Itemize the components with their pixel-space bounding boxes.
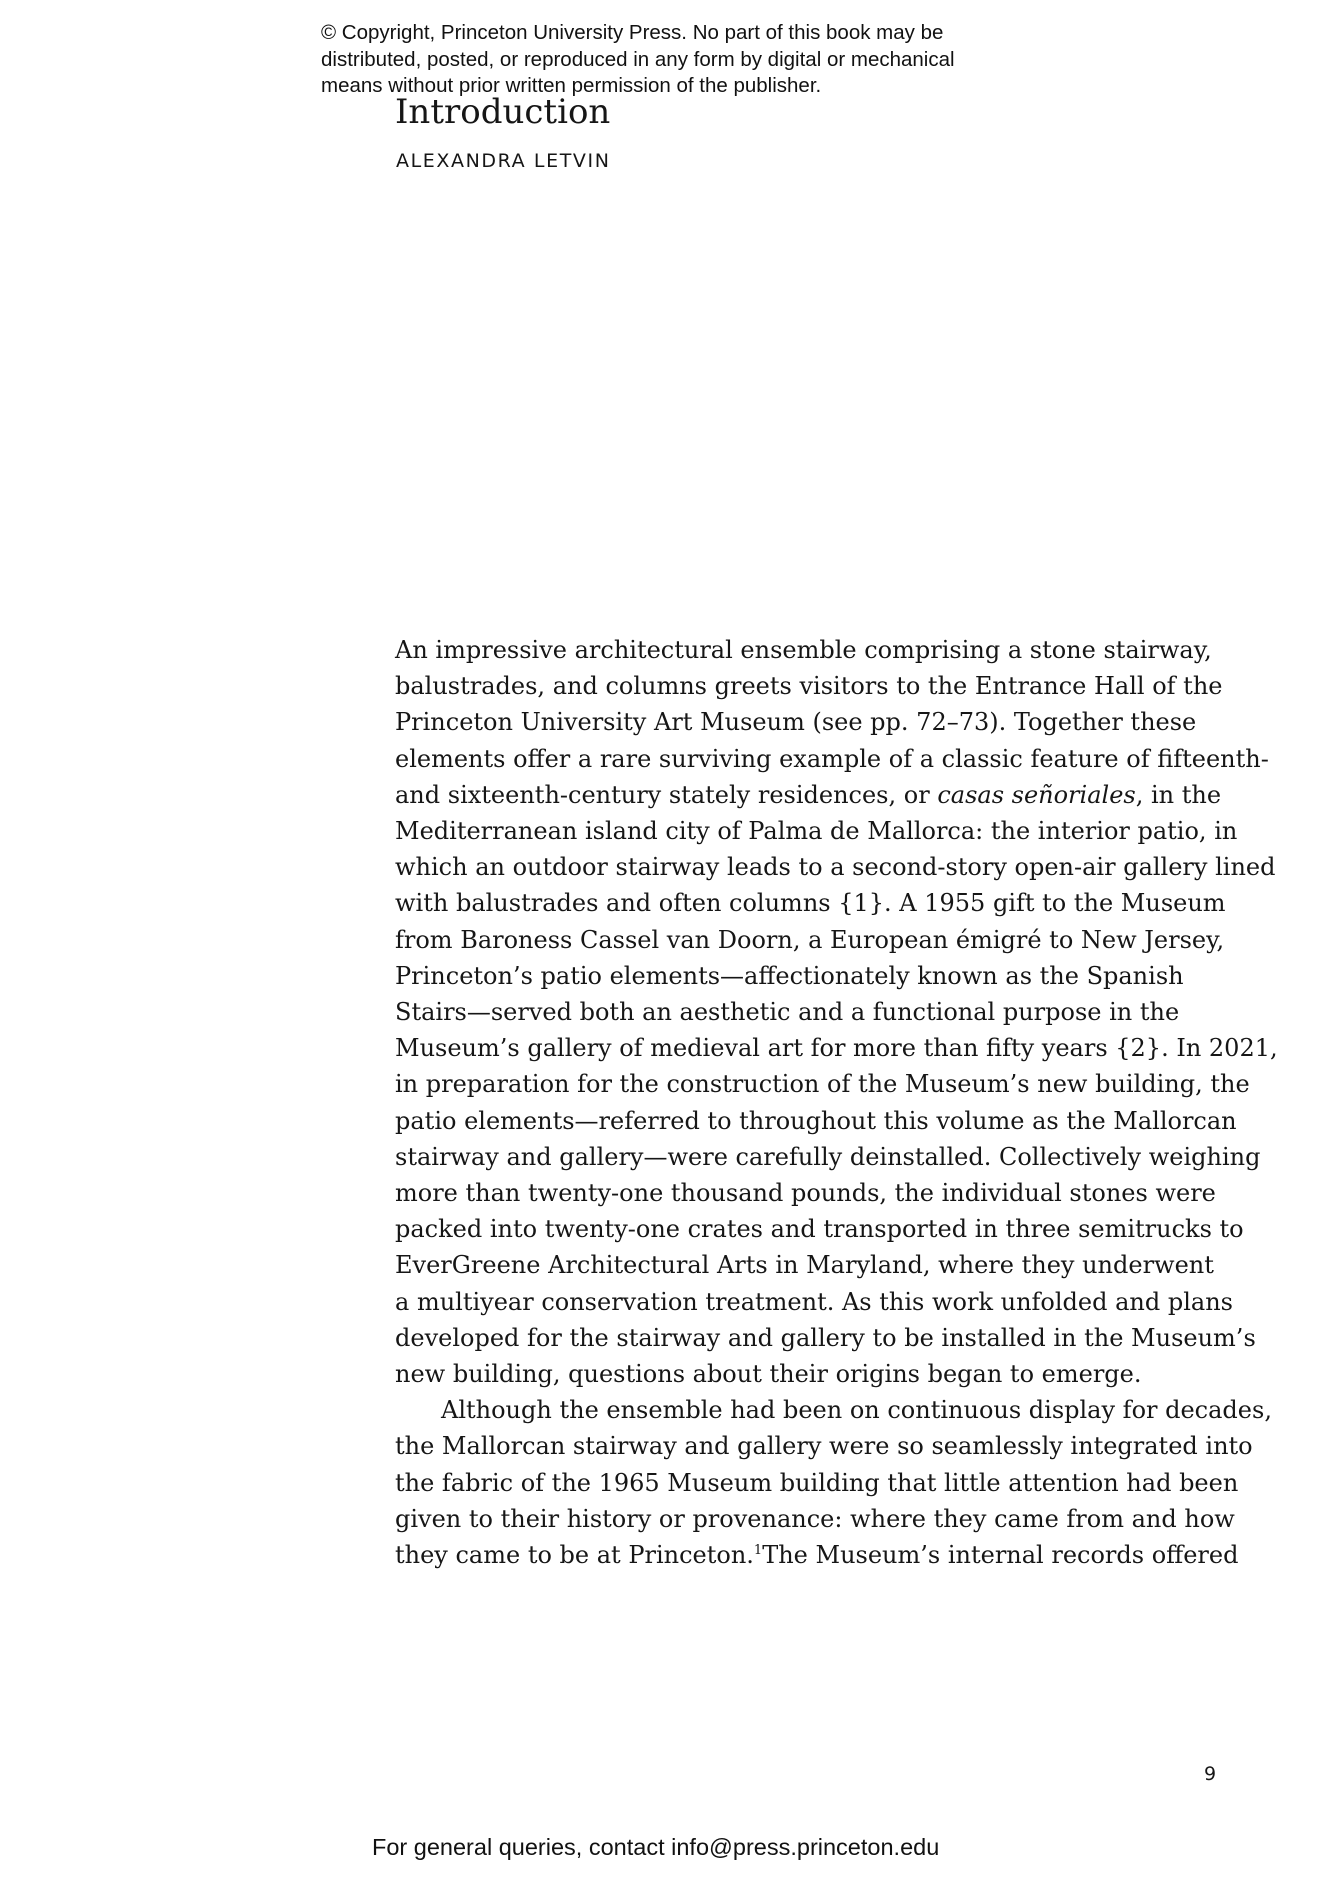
body-text — [395, 632, 1278, 1573]
text-line: An impressive architectural ensemble comprising a stone stairway, — [395, 636, 1212, 664]
text-line: balustrades, and columns greets visitors to the Entrance Hall of the — [395, 672, 1223, 701]
text-line: with balustrades and often columns {1}. A 1955 gift to the Museum — [395, 889, 1226, 918]
text-line: new building, questions about their origins began to emerge. — [395, 1360, 1142, 1389]
text-line: Princeton’s patio elements—affectionately known as the Spanish — [395, 961, 1184, 990]
text-line: Stairs—served both an aesthetic and a functional purpose in the — [395, 998, 1180, 1027]
text-line: from Baroness Cassel van Doorn, a European émigré to New Jersey, — [395, 925, 1225, 954]
footer-contact: For general queries, contact info@press.princeton.edu — [372, 1834, 940, 1860]
text-line: patio elements—referred to throughout this volume as the Mallorcan — [395, 1106, 1237, 1135]
text-line: stairway and gallery—were carefully deinstalled. Collectively weighing — [395, 1142, 1261, 1171]
italic-term: casas señoriales — [937, 780, 1136, 809]
text-line: elements offer a rare surviving example of a classic feature of fifteenth- — [395, 744, 1269, 773]
text-line: in preparation for the construction of the Museum’s new building, the — [395, 1070, 1250, 1099]
text-line: developed for the stairway and gallery to be installed in the Museum’s — [395, 1323, 1256, 1352]
text-run: The Museum’s internal records offered — [762, 1541, 1239, 1570]
page-number: 9 — [1204, 1763, 1217, 1785]
text-line: more than twenty-one thousand pounds, the individual stones were — [395, 1179, 1216, 1208]
text-run: , in the — [1135, 780, 1222, 809]
copyright-line: © Copyright, Princeton University Press. No part of this book may be — [321, 21, 944, 44]
text-line — [395, 777, 1245, 813]
text-line — [395, 1537, 1245, 1573]
copyright-line: means without prior written permission of the publisher. — [321, 74, 822, 97]
text-line: the fabric of the 1965 Museum building that little attention had been — [395, 1468, 1239, 1497]
copyright-line: distributed, posted, or reproduced in any form by digital or mechanical — [321, 47, 955, 71]
footnote-marker[interactable]: 1 — [753, 1542, 763, 1558]
text-line: EverGreene Architectural Arts in Maryland, where they underwent — [395, 1251, 1214, 1280]
text-run: they came to be at Princeton. — [395, 1541, 754, 1570]
text-line: packed into twenty-one crates and transported in three semitrucks to — [395, 1215, 1244, 1244]
text-line: given to their history or provenance: where they came from and how — [395, 1504, 1235, 1533]
chapter-title: Introduction — [395, 92, 611, 132]
text-line: Although the ensemble had been on continuous display for decades, — [441, 1396, 1272, 1425]
copyright-notice — [321, 20, 1041, 100]
chapter-author: ALEXANDRA LETVIN — [396, 150, 611, 172]
text-run: and sixteenth-century stately residences, or — [395, 780, 938, 809]
text-line: Princeton University Art Museum (see pp. 72–73). Together these — [395, 708, 1197, 737]
text-line: Mediterranean island city of Palma de Mallorca: the interior patio, in — [395, 817, 1238, 846]
text-line: a multiyear conservation treatment. As this work unfolded and plans — [395, 1287, 1233, 1316]
text-line: Museum’s gallery of medieval art for more than fifty years {2}. In 2021, — [395, 1034, 1278, 1063]
text-line: which an outdoor stairway leads to a second-story open-air gallery lined — [395, 853, 1276, 882]
text-line: the Mallorcan stairway and gallery were so seamlessly integrated into — [395, 1432, 1253, 1461]
